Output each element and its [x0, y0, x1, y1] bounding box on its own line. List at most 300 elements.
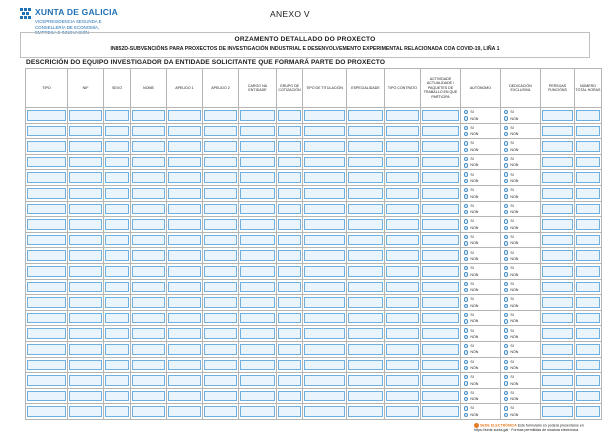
- text-field[interactable]: [132, 313, 165, 324]
- text-field[interactable]: [240, 110, 275, 121]
- radio-option[interactable]: [504, 209, 518, 215]
- radio-option[interactable]: [504, 193, 518, 199]
- text-field[interactable]: [278, 204, 301, 215]
- text-field[interactable]: [422, 360, 459, 371]
- text-field[interactable]: [105, 391, 129, 402]
- text-field[interactable]: [278, 235, 301, 246]
- text-field[interactable]: [304, 282, 345, 293]
- text-field[interactable]: [27, 141, 66, 152]
- text-field[interactable]: [542, 126, 573, 137]
- text-field[interactable]: [240, 266, 275, 277]
- text-field[interactable]: [348, 328, 383, 339]
- text-field[interactable]: [576, 188, 600, 199]
- radio-option[interactable]: [504, 131, 518, 137]
- text-field[interactable]: [69, 219, 102, 230]
- radio-button[interactable]: [504, 319, 508, 323]
- radio-option[interactable]: [464, 365, 478, 371]
- text-field[interactable]: [204, 297, 237, 308]
- text-field[interactable]: [304, 344, 345, 355]
- radio-option[interactable]: [464, 303, 478, 309]
- radio-button[interactable]: [504, 413, 508, 417]
- radio-button[interactable]: [504, 179, 508, 183]
- text-field[interactable]: [304, 360, 345, 371]
- text-field[interactable]: [278, 297, 301, 308]
- text-field[interactable]: [132, 391, 165, 402]
- text-field[interactable]: [542, 235, 573, 246]
- text-field[interactable]: [132, 406, 165, 417]
- text-field[interactable]: [204, 126, 237, 137]
- text-field[interactable]: [542, 282, 573, 293]
- text-field[interactable]: [105, 375, 129, 386]
- text-field[interactable]: [240, 360, 275, 371]
- text-field[interactable]: [204, 313, 237, 324]
- radio-button[interactable]: [504, 366, 508, 370]
- radio-option[interactable]: [464, 147, 478, 153]
- text-field[interactable]: [542, 360, 573, 371]
- text-field[interactable]: [348, 406, 383, 417]
- radio-button[interactable]: [504, 360, 508, 364]
- radio-button[interactable]: [464, 204, 468, 208]
- text-field[interactable]: [348, 344, 383, 355]
- text-field[interactable]: [422, 235, 459, 246]
- text-field[interactable]: [576, 235, 600, 246]
- text-field[interactable]: [168, 250, 201, 261]
- text-field[interactable]: [542, 375, 573, 386]
- text-field[interactable]: [386, 375, 419, 386]
- text-field[interactable]: [69, 141, 102, 152]
- radio-option[interactable]: [464, 318, 478, 324]
- radio-option[interactable]: [504, 147, 518, 153]
- text-field[interactable]: [348, 157, 383, 168]
- text-field[interactable]: [132, 157, 165, 168]
- text-field[interactable]: [386, 219, 419, 230]
- text-field[interactable]: [204, 375, 237, 386]
- radio-button[interactable]: [504, 110, 508, 114]
- text-field[interactable]: [168, 157, 201, 168]
- text-field[interactable]: [168, 297, 201, 308]
- text-field[interactable]: [304, 250, 345, 261]
- radio-option[interactable]: [504, 225, 518, 231]
- text-field[interactable]: [304, 157, 345, 168]
- text-field[interactable]: [240, 126, 275, 137]
- radio-button[interactable]: [464, 375, 468, 379]
- text-field[interactable]: [204, 235, 237, 246]
- radio-button[interactable]: [464, 344, 468, 348]
- text-field[interactable]: [348, 126, 383, 137]
- text-field[interactable]: [27, 157, 66, 168]
- radio-option[interactable]: [464, 334, 478, 340]
- text-field[interactable]: [132, 344, 165, 355]
- radio-button[interactable]: [504, 116, 508, 120]
- radio-button[interactable]: [504, 381, 508, 385]
- text-field[interactable]: [304, 126, 345, 137]
- text-field[interactable]: [132, 188, 165, 199]
- radio-button[interactable]: [464, 235, 468, 239]
- radio-button[interactable]: [464, 157, 468, 161]
- text-field[interactable]: [168, 391, 201, 402]
- radio-option[interactable]: [464, 240, 478, 246]
- text-field[interactable]: [105, 126, 129, 137]
- radio-button[interactable]: [504, 226, 508, 230]
- text-field[interactable]: [240, 204, 275, 215]
- text-field[interactable]: [168, 375, 201, 386]
- text-field[interactable]: [304, 141, 345, 152]
- radio-button[interactable]: [504, 350, 508, 354]
- text-field[interactable]: [69, 328, 102, 339]
- radio-button[interactable]: [464, 148, 468, 152]
- text-field[interactable]: [132, 172, 165, 183]
- text-field[interactable]: [27, 172, 66, 183]
- text-field[interactable]: [422, 375, 459, 386]
- radio-button[interactable]: [504, 344, 508, 348]
- radio-option[interactable]: [504, 240, 518, 246]
- text-field[interactable]: [278, 313, 301, 324]
- text-field[interactable]: [69, 344, 102, 355]
- radio-button[interactable]: [464, 250, 468, 254]
- radio-button[interactable]: [464, 179, 468, 183]
- text-field[interactable]: [204, 406, 237, 417]
- text-field[interactable]: [240, 172, 275, 183]
- radio-button[interactable]: [464, 297, 468, 301]
- radio-option[interactable]: [504, 178, 518, 184]
- text-field[interactable]: [168, 110, 201, 121]
- text-field[interactable]: [542, 297, 573, 308]
- text-field[interactable]: [69, 110, 102, 121]
- radio-button[interactable]: [464, 194, 468, 198]
- text-field[interactable]: [304, 266, 345, 277]
- text-field[interactable]: [348, 266, 383, 277]
- text-field[interactable]: [422, 344, 459, 355]
- radio-button[interactable]: [464, 141, 468, 145]
- text-field[interactable]: [105, 250, 129, 261]
- text-field[interactable]: [422, 188, 459, 199]
- text-field[interactable]: [422, 406, 459, 417]
- text-field[interactable]: [542, 204, 573, 215]
- radio-button[interactable]: [504, 297, 508, 301]
- text-field[interactable]: [576, 110, 600, 121]
- radio-button[interactable]: [464, 304, 468, 308]
- text-field[interactable]: [168, 188, 201, 199]
- radio-button[interactable]: [504, 157, 508, 161]
- text-field[interactable]: [105, 297, 129, 308]
- text-field[interactable]: [542, 172, 573, 183]
- radio-button[interactable]: [504, 132, 508, 136]
- text-field[interactable]: [69, 126, 102, 137]
- radio-button[interactable]: [464, 391, 468, 395]
- text-field[interactable]: [27, 204, 66, 215]
- text-field[interactable]: [348, 219, 383, 230]
- text-field[interactable]: [278, 328, 301, 339]
- text-field[interactable]: [27, 188, 66, 199]
- text-field[interactable]: [386, 188, 419, 199]
- radio-button[interactable]: [504, 313, 508, 317]
- radio-option[interactable]: [504, 349, 518, 355]
- text-field[interactable]: [27, 360, 66, 371]
- text-field[interactable]: [386, 313, 419, 324]
- radio-button[interactable]: [464, 406, 468, 410]
- text-field[interactable]: [278, 406, 301, 417]
- radio-button[interactable]: [504, 141, 508, 145]
- text-field[interactable]: [132, 360, 165, 371]
- radio-option[interactable]: [464, 209, 478, 215]
- text-field[interactable]: [132, 110, 165, 121]
- text-field[interactable]: [386, 360, 419, 371]
- radio-button[interactable]: [464, 226, 468, 230]
- text-field[interactable]: [240, 219, 275, 230]
- text-field[interactable]: [304, 219, 345, 230]
- text-field[interactable]: [542, 344, 573, 355]
- text-field[interactable]: [304, 375, 345, 386]
- radio-button[interactable]: [464, 116, 468, 120]
- radio-option[interactable]: [464, 271, 478, 277]
- text-field[interactable]: [348, 360, 383, 371]
- text-field[interactable]: [168, 328, 201, 339]
- text-field[interactable]: [27, 313, 66, 324]
- text-field[interactable]: [304, 204, 345, 215]
- radio-option[interactable]: [464, 131, 478, 137]
- text-field[interactable]: [386, 328, 419, 339]
- text-field[interactable]: [204, 360, 237, 371]
- radio-option[interactable]: [464, 162, 478, 168]
- text-field[interactable]: [204, 141, 237, 152]
- text-field[interactable]: [278, 344, 301, 355]
- text-field[interactable]: [204, 266, 237, 277]
- radio-button[interactable]: [504, 235, 508, 239]
- text-field[interactable]: [105, 235, 129, 246]
- radio-button[interactable]: [504, 163, 508, 167]
- radio-button[interactable]: [504, 257, 508, 261]
- text-field[interactable]: [204, 157, 237, 168]
- text-field[interactable]: [168, 406, 201, 417]
- radio-button[interactable]: [504, 304, 508, 308]
- text-field[interactable]: [240, 282, 275, 293]
- text-field[interactable]: [576, 157, 600, 168]
- text-field[interactable]: [240, 141, 275, 152]
- text-field[interactable]: [576, 126, 600, 137]
- text-field[interactable]: [576, 204, 600, 215]
- text-field[interactable]: [132, 266, 165, 277]
- text-field[interactable]: [422, 157, 459, 168]
- radio-option[interactable]: [504, 287, 518, 293]
- radio-option[interactable]: [504, 318, 518, 324]
- text-field[interactable]: [386, 235, 419, 246]
- radio-button[interactable]: [464, 350, 468, 354]
- text-field[interactable]: [168, 219, 201, 230]
- radio-button[interactable]: [464, 288, 468, 292]
- radio-option[interactable]: [464, 412, 478, 418]
- radio-option[interactable]: [504, 303, 518, 309]
- text-field[interactable]: [348, 188, 383, 199]
- text-field[interactable]: [69, 172, 102, 183]
- text-field[interactable]: [168, 126, 201, 137]
- radio-button[interactable]: [464, 163, 468, 167]
- text-field[interactable]: [132, 141, 165, 152]
- text-field[interactable]: [27, 328, 66, 339]
- text-field[interactable]: [27, 110, 66, 121]
- radio-button[interactable]: [464, 126, 468, 130]
- text-field[interactable]: [132, 250, 165, 261]
- text-field[interactable]: [304, 172, 345, 183]
- text-field[interactable]: [105, 344, 129, 355]
- radio-button[interactable]: [504, 406, 508, 410]
- text-field[interactable]: [576, 313, 600, 324]
- text-field[interactable]: [304, 313, 345, 324]
- text-field[interactable]: [278, 172, 301, 183]
- text-field[interactable]: [204, 204, 237, 215]
- text-field[interactable]: [105, 172, 129, 183]
- radio-button[interactable]: [504, 391, 508, 395]
- radio-button[interactable]: [504, 188, 508, 192]
- radio-button[interactable]: [464, 366, 468, 370]
- text-field[interactable]: [168, 204, 201, 215]
- radio-option[interactable]: [504, 396, 518, 402]
- text-field[interactable]: [27, 126, 66, 137]
- text-field[interactable]: [204, 172, 237, 183]
- text-field[interactable]: [69, 360, 102, 371]
- text-field[interactable]: [348, 141, 383, 152]
- text-field[interactable]: [105, 328, 129, 339]
- text-field[interactable]: [105, 188, 129, 199]
- text-field[interactable]: [386, 110, 419, 121]
- radio-button[interactable]: [464, 282, 468, 286]
- radio-option[interactable]: [464, 349, 478, 355]
- radio-button[interactable]: [504, 204, 508, 208]
- text-field[interactable]: [278, 266, 301, 277]
- radio-button[interactable]: [504, 126, 508, 130]
- text-field[interactable]: [27, 406, 66, 417]
- text-field[interactable]: [576, 250, 600, 261]
- text-field[interactable]: [204, 391, 237, 402]
- text-field[interactable]: [204, 219, 237, 230]
- text-field[interactable]: [204, 282, 237, 293]
- text-field[interactable]: [278, 157, 301, 168]
- radio-button[interactable]: [504, 328, 508, 332]
- text-field[interactable]: [132, 204, 165, 215]
- radio-option[interactable]: [464, 225, 478, 231]
- text-field[interactable]: [542, 219, 573, 230]
- text-field[interactable]: [386, 250, 419, 261]
- text-field[interactable]: [542, 266, 573, 277]
- text-field[interactable]: [204, 328, 237, 339]
- text-field[interactable]: [69, 188, 102, 199]
- text-field[interactable]: [132, 328, 165, 339]
- text-field[interactable]: [278, 219, 301, 230]
- radio-option[interactable]: [504, 365, 518, 371]
- text-field[interactable]: [386, 282, 419, 293]
- text-field[interactable]: [348, 375, 383, 386]
- radio-button[interactable]: [464, 313, 468, 317]
- text-field[interactable]: [576, 282, 600, 293]
- text-field[interactable]: [542, 250, 573, 261]
- text-field[interactable]: [386, 141, 419, 152]
- text-field[interactable]: [386, 391, 419, 402]
- text-field[interactable]: [386, 172, 419, 183]
- text-field[interactable]: [105, 266, 129, 277]
- radio-button[interactable]: [504, 282, 508, 286]
- text-field[interactable]: [27, 250, 66, 261]
- text-field[interactable]: [168, 235, 201, 246]
- text-field[interactable]: [386, 344, 419, 355]
- text-field[interactable]: [240, 406, 275, 417]
- text-field[interactable]: [422, 126, 459, 137]
- radio-option[interactable]: [504, 162, 518, 168]
- radio-button[interactable]: [464, 210, 468, 214]
- text-field[interactable]: [304, 297, 345, 308]
- text-field[interactable]: [278, 360, 301, 371]
- text-field[interactable]: [105, 141, 129, 152]
- text-field[interactable]: [278, 141, 301, 152]
- text-field[interactable]: [278, 375, 301, 386]
- radio-button[interactable]: [504, 397, 508, 401]
- text-field[interactable]: [204, 250, 237, 261]
- text-field[interactable]: [105, 110, 129, 121]
- text-field[interactable]: [348, 391, 383, 402]
- text-field[interactable]: [576, 406, 600, 417]
- radio-option[interactable]: [504, 334, 518, 340]
- text-field[interactable]: [240, 391, 275, 402]
- radio-button[interactable]: [504, 266, 508, 270]
- text-field[interactable]: [386, 297, 419, 308]
- text-field[interactable]: [422, 204, 459, 215]
- footer-brand[interactable]: SEDE ELECTRÓNICA: [480, 423, 517, 428]
- text-field[interactable]: [576, 297, 600, 308]
- text-field[interactable]: [69, 391, 102, 402]
- radio-button[interactable]: [464, 110, 468, 114]
- text-field[interactable]: [168, 360, 201, 371]
- text-field[interactable]: [27, 219, 66, 230]
- text-field[interactable]: [27, 235, 66, 246]
- text-field[interactable]: [105, 313, 129, 324]
- text-field[interactable]: [386, 266, 419, 277]
- text-field[interactable]: [278, 188, 301, 199]
- text-field[interactable]: [132, 219, 165, 230]
- text-field[interactable]: [69, 406, 102, 417]
- radio-button[interactable]: [464, 266, 468, 270]
- text-field[interactable]: [348, 204, 383, 215]
- text-field[interactable]: [105, 157, 129, 168]
- text-field[interactable]: [542, 406, 573, 417]
- radio-button[interactable]: [464, 397, 468, 401]
- text-field[interactable]: [69, 375, 102, 386]
- text-field[interactable]: [348, 235, 383, 246]
- text-field[interactable]: [27, 344, 66, 355]
- text-field[interactable]: [304, 391, 345, 402]
- text-field[interactable]: [422, 391, 459, 402]
- radio-option[interactable]: [504, 412, 518, 418]
- text-field[interactable]: [27, 375, 66, 386]
- text-field[interactable]: [576, 172, 600, 183]
- text-field[interactable]: [304, 110, 345, 121]
- text-field[interactable]: [576, 328, 600, 339]
- text-field[interactable]: [576, 344, 600, 355]
- text-field[interactable]: [348, 282, 383, 293]
- text-field[interactable]: [304, 188, 345, 199]
- text-field[interactable]: [542, 328, 573, 339]
- radio-button[interactable]: [504, 194, 508, 198]
- text-field[interactable]: [278, 250, 301, 261]
- text-field[interactable]: [240, 157, 275, 168]
- text-field[interactable]: [386, 157, 419, 168]
- text-field[interactable]: [542, 188, 573, 199]
- text-field[interactable]: [304, 406, 345, 417]
- radio-button[interactable]: [464, 241, 468, 245]
- text-field[interactable]: [386, 406, 419, 417]
- text-field[interactable]: [576, 266, 600, 277]
- text-field[interactable]: [240, 250, 275, 261]
- text-field[interactable]: [422, 328, 459, 339]
- text-field[interactable]: [69, 313, 102, 324]
- text-field[interactable]: [422, 141, 459, 152]
